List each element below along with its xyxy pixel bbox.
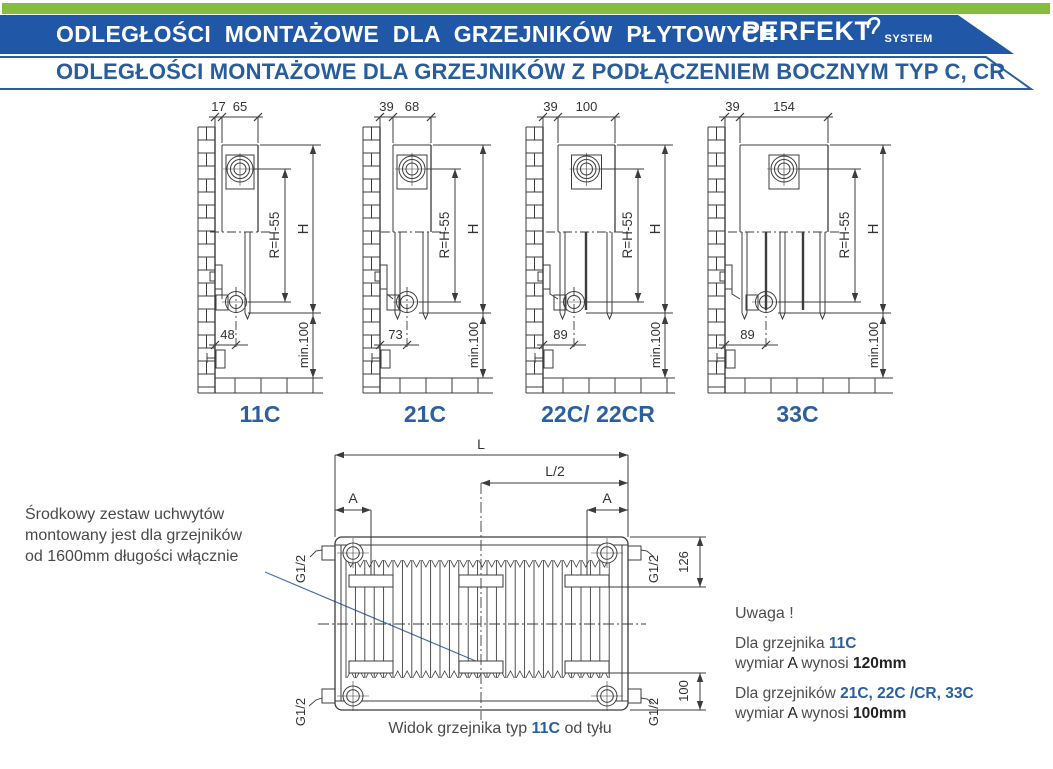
svg-text:G1/2: G1/2 <box>646 554 661 584</box>
caption-prefix: Widok grzejnika typ <box>388 720 532 737</box>
caption-type: 11C <box>531 720 561 737</box>
svg-text:A: A <box>602 490 612 506</box>
uwaga-line4 <box>735 704 974 724</box>
svg-text:min.100: min.100 <box>466 321 481 369</box>
diagram-22c-22cr-drawing <box>513 95 683 435</box>
uwaga-l2-value: 120mm <box>853 655 907 672</box>
svg-text:R=H-55: R=H-55 <box>837 211 852 259</box>
brand-suffix: SYSTEM <box>884 33 933 45</box>
page-title <box>56 21 776 48</box>
svg-text:R=H-55: R=H-55 <box>267 211 282 259</box>
note-center-bracket-line3: od 1600mm długości włącznie <box>25 548 239 565</box>
svg-text:R=H-55: R=H-55 <box>437 211 452 259</box>
uwaga-l2-mid: wynosi <box>797 655 854 672</box>
uwaga-l2-pre: wymiar <box>735 655 788 672</box>
diagram-rear-view <box>258 438 728 728</box>
svg-text:73: 73 <box>388 327 403 342</box>
type-label-21c: 21C <box>403 401 447 427</box>
svg-text:G1/2: G1/2 <box>293 554 308 584</box>
svg-text:A: A <box>348 490 358 506</box>
subtitle <box>56 59 1005 85</box>
diagram-21c <box>350 95 500 435</box>
svg-text:68: 68 <box>404 99 420 114</box>
uwaga-l4-pre: wymiar <box>735 705 788 722</box>
brand-logo <box>742 16 935 47</box>
svg-text:17: 17 <box>211 99 226 114</box>
svg-text:39: 39 <box>379 99 394 114</box>
uwaga-l4-a: A <box>787 705 798 722</box>
rear-view-caption <box>320 720 680 738</box>
svg-text:H: H <box>465 223 482 235</box>
svg-text:G1/2: G1/2 <box>293 697 308 727</box>
uwaga-l3-pre: Dla grzejników <box>735 685 841 702</box>
subtitle-text: ODLEGŁOŚCI MONTAŻOWE DLA GRZEJNIKÓW Z PODŁĄCZENIEM BOCZNYM TYP C, CR <box>56 59 1006 84</box>
diagram-33c-drawing <box>695 95 900 435</box>
svg-text:H: H <box>647 223 664 235</box>
svg-text:39: 39 <box>543 99 558 114</box>
note-center-bracket-line2: montowany jest dla grzejników <box>25 527 242 544</box>
uwaga-l3-types: 21C, 22C /CR, 33C <box>840 685 974 702</box>
svg-text:R=H-55: R=H-55 <box>620 211 635 259</box>
svg-text:89: 89 <box>740 327 755 342</box>
page-title-text: ODLEGŁOŚCI MONTAŻOWE DLA GRZEJNIKÓW PŁYTOWYCH <box>56 21 776 47</box>
brand-swoosh-icon <box>866 12 881 34</box>
svg-text:39: 39 <box>725 99 740 114</box>
type-label-33c: 33C <box>776 401 819 427</box>
caption-suffix: od tyłu <box>560 720 612 737</box>
uwaga-l1-pre: Dla grzejnika <box>735 635 829 652</box>
note-center-bracket-line1: Środkowy zestaw uchwytów <box>25 506 225 523</box>
svg-text:L/2: L/2 <box>545 463 565 479</box>
uwaga-heading: Uwaga ! <box>735 605 794 622</box>
diagram-11c-drawing <box>185 95 335 435</box>
uwaga-line3 <box>735 684 974 704</box>
svg-text:min.100: min.100 <box>866 321 881 369</box>
uwaga-l1-type: 11C <box>828 635 857 652</box>
type-label-11c: 11C <box>239 401 281 427</box>
svg-text:L: L <box>477 438 485 452</box>
diagram-22c-22cr <box>513 95 683 435</box>
svg-text:H: H <box>295 223 312 235</box>
brand-name: PERFEKT <box>742 16 872 46</box>
svg-text:65: 65 <box>232 99 248 114</box>
diagram-11c <box>185 95 335 435</box>
note-center-bracket <box>25 504 242 567</box>
svg-text:100: 100 <box>676 680 691 702</box>
uwaga-line2 <box>735 654 974 674</box>
note-uwaga <box>735 604 974 724</box>
uwaga-l4-value: 100mm <box>853 705 907 722</box>
diagram-21c-drawing <box>350 95 500 435</box>
type-label-22c-22cr: 22C/ 22CR <box>541 401 655 427</box>
svg-text:154: 154 <box>773 99 795 114</box>
svg-text:126: 126 <box>676 551 691 573</box>
svg-text:H: H <box>865 223 882 235</box>
uwaga-l2-a: A <box>787 655 798 672</box>
svg-text:100: 100 <box>575 99 598 114</box>
uwaga-l4-mid: wynosi <box>797 705 854 722</box>
diagram-33c <box>695 95 900 435</box>
uwaga-line1 <box>735 634 974 654</box>
svg-text:89: 89 <box>553 327 568 342</box>
svg-text:G1/2: G1/2 <box>646 697 661 727</box>
svg-text:48: 48 <box>220 327 235 342</box>
svg-text:min.100: min.100 <box>648 321 663 369</box>
svg-text:min.100: min.100 <box>296 321 311 369</box>
